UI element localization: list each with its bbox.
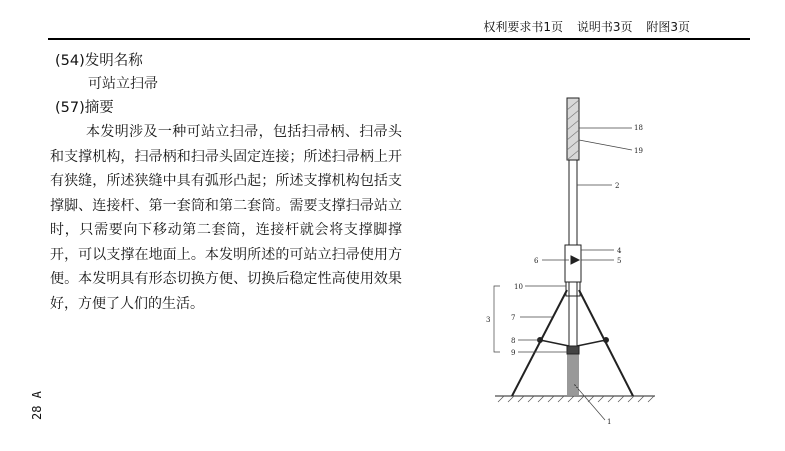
label-2: 2 — [615, 182, 620, 190]
connecting-rod-right — [577, 340, 606, 346]
invention-title: 可站立扫帚 — [88, 76, 158, 92]
label-19: 19 — [634, 147, 643, 155]
description-pages: 说明书3页 — [576, 20, 633, 34]
lower-shaft — [569, 282, 577, 346]
drawings-pages: 附图3页 — [646, 20, 690, 34]
label-10: 10 — [514, 283, 523, 291]
label-5: 5 — [617, 257, 622, 265]
title-heading: (54)发明名称 — [55, 53, 143, 69]
label-8: 8 — [511, 337, 516, 345]
support-leg-left — [512, 290, 567, 396]
header-rule — [48, 38, 750, 40]
claims-pages: 权利要求书1页 — [483, 20, 564, 34]
label-9: 9 — [511, 349, 516, 357]
first-sleeve — [566, 282, 580, 296]
label-3: 3 — [486, 316, 491, 324]
label-7: 7 — [511, 314, 516, 322]
abstract-heading: (57)摘要 — [55, 100, 114, 116]
label-4: 4 — [617, 247, 622, 255]
label-18: 18 — [634, 124, 643, 132]
connecting-rod-left — [540, 340, 569, 346]
arc-protrusion — [571, 256, 579, 264]
page-count-header — [473, 18, 690, 35]
abstract-text: 本发明涉及一种可站立扫帚，包括扫帚柄、扫帚头和支撑机构，扫帚柄和扫帚头固定连接；所述扫帚柄上开有狭缝，所述狭缝中具有弧形凸起；所述支撑机构包括支撑脚、连接杆、第一套筒和第二套筒。需要支撑扫帚站立时，只需要向下移动第二套筒，连接杆就会将支撑脚撑开，可以支撑在地面上。本发明所述的可站立扫帚使用方便。本发明具有形态切换方便、切换后稳定性高使用效果好，方便了人们的生活。 — [50, 124, 402, 312]
side-publication-code: 28 A — [30, 391, 44, 420]
handle-shaft — [569, 160, 577, 245]
handle-cap — [567, 98, 579, 160]
label-6: 6 — [534, 257, 539, 265]
label-1: 1 — [607, 418, 612, 426]
abstract-figure — [480, 90, 660, 430]
